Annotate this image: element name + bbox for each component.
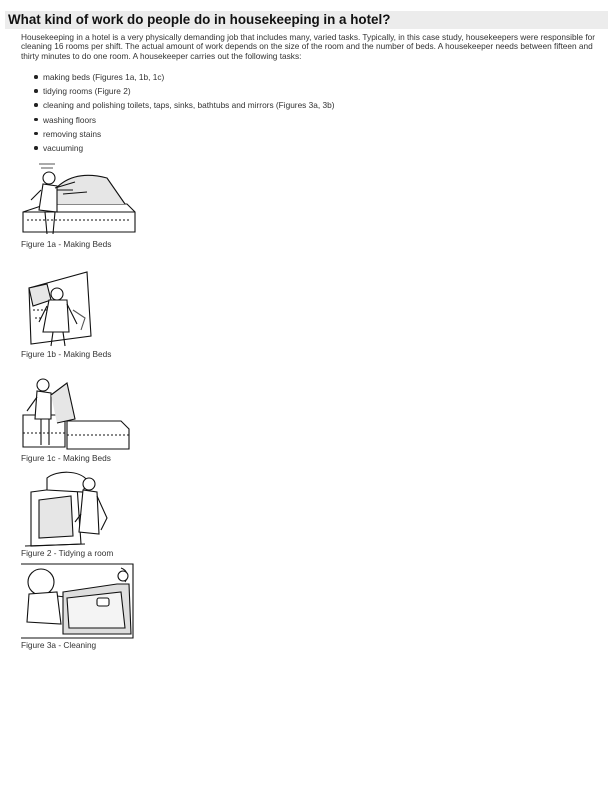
figure-3a [17, 562, 137, 650]
figure-caption: Figure 1b - Making Beds [21, 349, 112, 359]
task-list [34, 70, 434, 155]
task-item: making beds (Figures 1a, 1b, 1c) [34, 70, 434, 84]
task-item: removing stains [34, 127, 434, 141]
task-item: washing floors [34, 113, 434, 127]
figure-caption: Figure 3a - Cleaning [21, 640, 97, 650]
task-item: cleaning and polishing toilets, taps, sinks, bathtubs and mirrors (Figures 3a, 3b) [34, 98, 434, 112]
page-title: What kind of work do people do in housekeeping in a hotel? [8, 12, 391, 27]
housekeeper-cleaning-bathtub-illustration [17, 562, 137, 640]
housekeeper-making-bed-illustration [17, 160, 137, 238]
figure-caption: Figure 1c - Making Beds [21, 453, 111, 463]
figure-2 [17, 470, 137, 558]
figure-1b [17, 270, 137, 359]
page-title-bar [5, 11, 608, 29]
task-item: tidying rooms (Figure 2) [34, 84, 434, 98]
housekeeper-tidying-tv-illustration [17, 470, 137, 548]
figure-caption: Figure 1a - Making Beds [21, 239, 112, 249]
figure-caption: Figure 2 - Tidying a room [21, 548, 114, 558]
task-item: vacuuming [34, 141, 434, 155]
figure-1a [17, 160, 137, 249]
intro-paragraph: Housekeeping in a hotel is a very physically demanding job that includes many, varied tasks. Typically, in this case study, housekeepers were responsible for cleaning 16 rooms per shift. The actual amount of work depends on the size of the room and the number of beds. A housekeeper needs between fifteen and thirty minutes to do one room. A housekeeper carries out the following tasks: [21, 32, 596, 61]
housekeeper-tucking-sheet-illustration [17, 270, 137, 348]
housekeeper-spreading-sheet-illustration [17, 373, 137, 453]
figure-1c [17, 373, 137, 463]
